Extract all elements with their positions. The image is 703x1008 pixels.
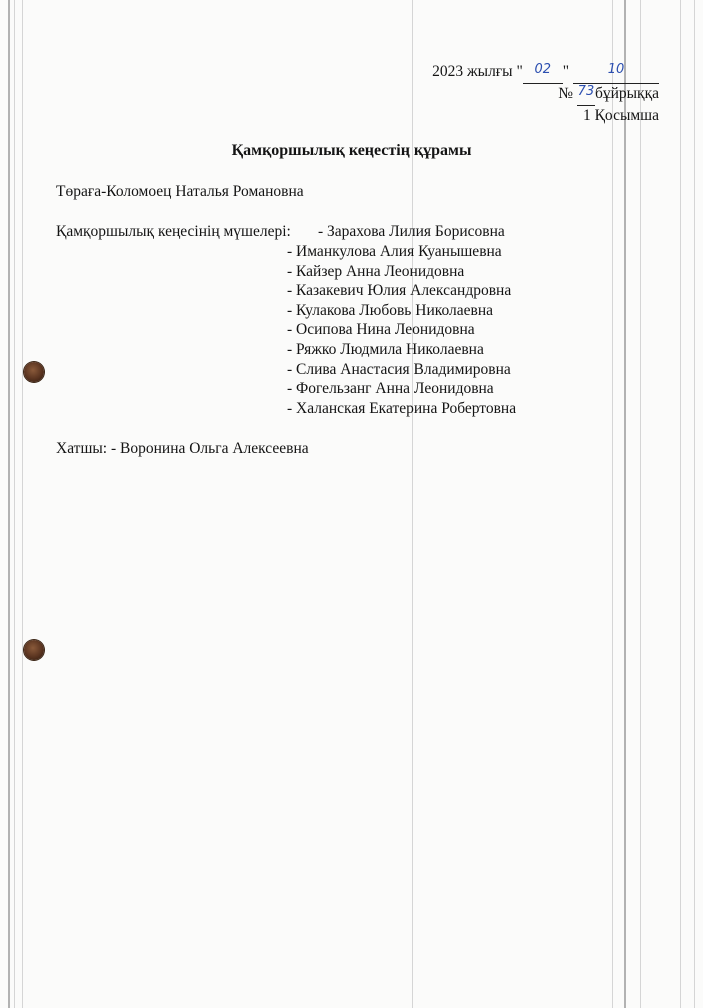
member-item: - Иманкулова Алия Куанышевна	[287, 243, 502, 260]
month-blank	[573, 62, 659, 84]
chairman-line: Төраға-Коломоец Наталья Романовна	[56, 183, 304, 200]
member-item: - Кайзер Анна Леонидовна	[287, 262, 465, 280]
order-prefix: №	[558, 85, 574, 102]
order-number-handwritten: 73	[577, 84, 595, 99]
members-list	[287, 242, 516, 418]
punch-hole	[24, 362, 44, 382]
member-item: - Осипова Нина Леонидовна	[287, 321, 475, 339]
year-prefix: 2023 жылғы "	[432, 63, 523, 80]
day-blank	[523, 62, 563, 84]
order-suffix: бұйрыққа	[594, 85, 659, 102]
day-handwritten: 02	[534, 62, 552, 77]
secretary-line: Хатшы: - Воронина Ольга Алексеевна	[56, 440, 309, 457]
member-item: - Кулакова Любовь Николаевна	[287, 301, 494, 319]
order-number-blank	[577, 84, 595, 106]
order-line	[432, 84, 659, 106]
members-label: Қамқоршылық кеңесінің мүшелері:	[56, 223, 291, 240]
month-handwritten: 10	[607, 62, 625, 77]
member-item: - Казакевич Юлия Александровна	[287, 282, 512, 300]
members-label-line	[56, 222, 291, 242]
member-item: - Ряжко Людмила Николаевна	[287, 340, 484, 358]
member-item: - Зарахова Лилия Борисовна	[318, 223, 505, 240]
punch-hole	[24, 640, 44, 660]
document-header	[432, 62, 659, 126]
date-line	[432, 62, 659, 84]
document-title: Қамқоршылық кеңестің құрамы	[231, 142, 472, 159]
member-item: - Халанская Екатерина Робертовна	[287, 399, 517, 417]
quote-mark: "	[562, 63, 570, 80]
member-item: - Слива Анастасия Владимировна	[287, 360, 511, 378]
appendix-label: 1 Қосымша	[582, 107, 659, 124]
member-item: - Фогельзанг Анна Леонидовна	[287, 380, 494, 398]
